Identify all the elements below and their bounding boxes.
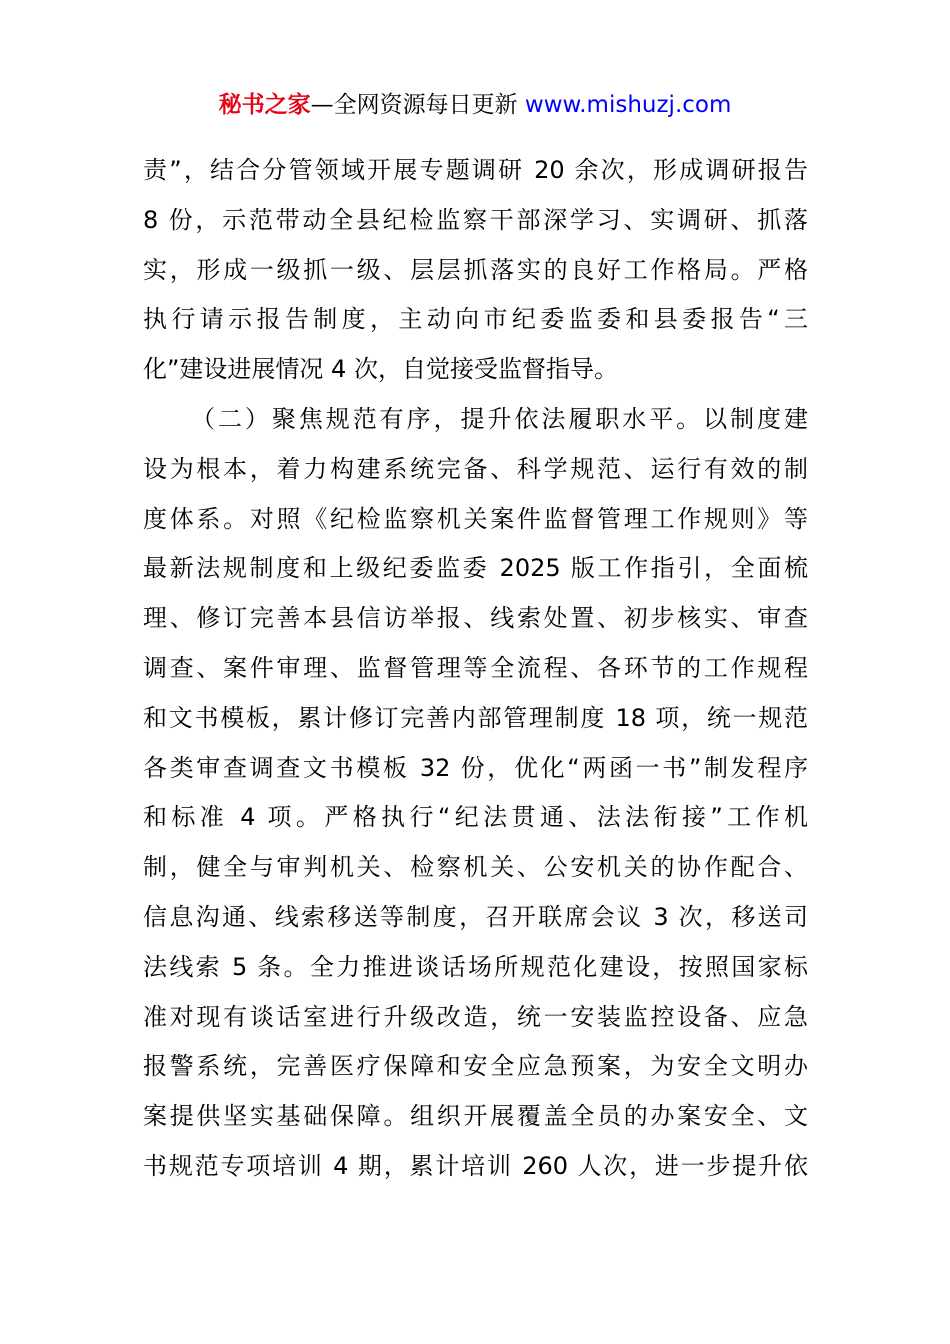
text-line: 责”，结合分管领域开展专题调研 20 余次，形成调研报告 bbox=[143, 156, 808, 184]
text-line: 和文书模板，累计修订完善内部管理制度 18 项，统一规范 bbox=[143, 703, 808, 732]
text-line: 最新法规制度和上级纪委监委 2025 版工作指引，全面梳 bbox=[143, 554, 808, 583]
header-tagline: —全网资源每日更新 bbox=[310, 92, 518, 118]
text-line: 各类审查调查文书模板 32 份，优化“两函一书”制发程序 bbox=[143, 753, 808, 782]
text-line: 执行请示报告制度，主动向市纪委监委和县委报告“三 bbox=[143, 305, 808, 334]
text-line: 报警系统，完善医疗保障和安全应急预案，为安全文明办 bbox=[143, 1052, 808, 1081]
text-line: 设为根本，着力构建系统完备、科学规范、运行有效的制 bbox=[143, 454, 808, 483]
section-heading-line: （二）聚焦规范有序，提升依法履职水平。以制度建 bbox=[191, 404, 808, 433]
text-line: 书规范专项培训 4 期，累计培训 260 人次，进一步提升依 bbox=[143, 1151, 808, 1180]
text-line: 制，健全与审判机关、检察机关、公安机关的协作配合、 bbox=[143, 853, 808, 882]
text-line: 8 份，示范带动全县纪检监察干部深学习、实调研、抓落 bbox=[143, 205, 808, 234]
brand-name: 秘书之家 bbox=[218, 92, 311, 118]
text-line: 法线索 5 条。全力推进谈话场所规范化建设，按照国家标 bbox=[143, 952, 808, 981]
text-line: 化”建设进展情况 4 次，自觉接受监督指导。 bbox=[143, 355, 618, 384]
text-line: 理、修订完善本县信访举报、线索处置、初步核实、审查 bbox=[143, 604, 808, 633]
document-body bbox=[143, 146, 808, 1192]
site-url-link[interactable]: www.mishuzj.com bbox=[524, 92, 732, 118]
text-line: 和标准 4 项。严格执行“纪法贯通、法法衔接”工作机 bbox=[143, 803, 808, 832]
text-line: 案提供坚实基础保障。组织开展覆盖全员的办案安全、文 bbox=[143, 1102, 808, 1131]
text-line: 调查、案件审理、监督管理等全流程、各环节的工作规程 bbox=[143, 653, 808, 682]
text-line: 准对现有谈话室进行升级改造，统一安装监控设备、应急 bbox=[143, 1002, 808, 1031]
text-line: 实，形成一级抓一级、层层抓落实的良好工作格局。严格 bbox=[143, 255, 808, 284]
text-line: 信息沟通、线索移送等制度，召开联席会议 3 次，移送司 bbox=[143, 902, 808, 931]
text-line: 度体系。对照《纪检监察机关案件监督管理工作规则》等 bbox=[143, 504, 808, 533]
site-header bbox=[0, 88, 950, 122]
